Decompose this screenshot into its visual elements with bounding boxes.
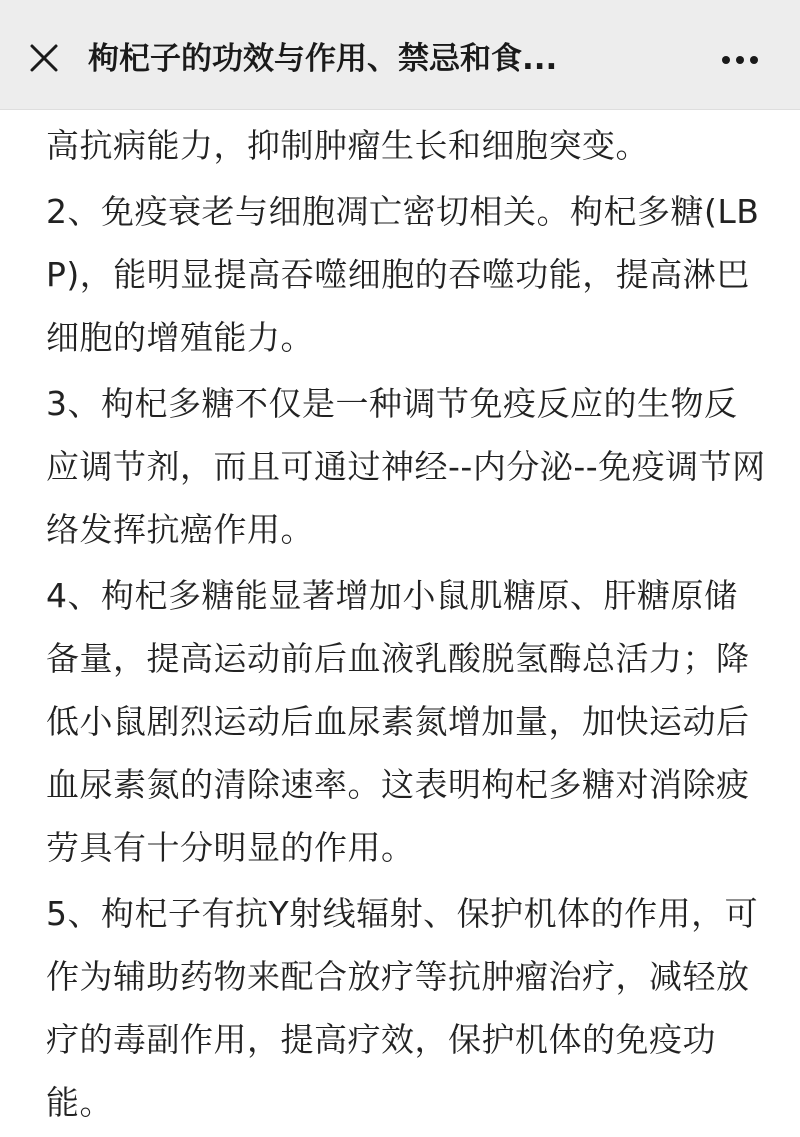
close-button[interactable]	[24, 38, 64, 78]
article-paragraph: 4、枸杞多糖能显著增加小鼠肌糖原、肝糖原储备量，提高运动前后血液乳酸脱氢酶总活力；降低小鼠剧烈运动后血尿素氮增加量，加快运动后血尿素氮的清除速率。这表明枸杞多糖对消除疲劳具有十分明显的作用。	[46, 576, 750, 867]
page-title: 枸杞子的功效与作用、禁忌和食...	[88, 41, 558, 77]
more-button[interactable]	[712, 40, 768, 80]
article-paragraph: 2、免疫衰老与细胞凋亡密切相关。枸杞多糖(LBP)，能明显提高吞噬细胞的吞噬功能，提高淋巴细胞的增殖能力。	[46, 192, 760, 357]
article-body	[46, 114, 768, 1137]
close-icon	[24, 38, 64, 78]
more-dots-icon	[712, 40, 768, 80]
article-paragraph: 5、枸杞子有抗Y射线辐射、保护机体的作用，可作为辅助药物来配合放疗等抗肿瘤治疗，减轻放疗的毒副作用，提高疗效，保护机体的免疫功能。	[46, 894, 759, 1122]
top-bar	[0, 0, 800, 110]
article-paragraph: 3、枸杞多糖不仅是一种调节免疫反应的生物反应调节剂，而且可通过神经--内分泌--免疫调节网络发挥抗癌作用。	[46, 384, 766, 549]
article-paragraph: 高抗病能力，抑制肿瘤生长和细胞突变。	[46, 126, 649, 165]
